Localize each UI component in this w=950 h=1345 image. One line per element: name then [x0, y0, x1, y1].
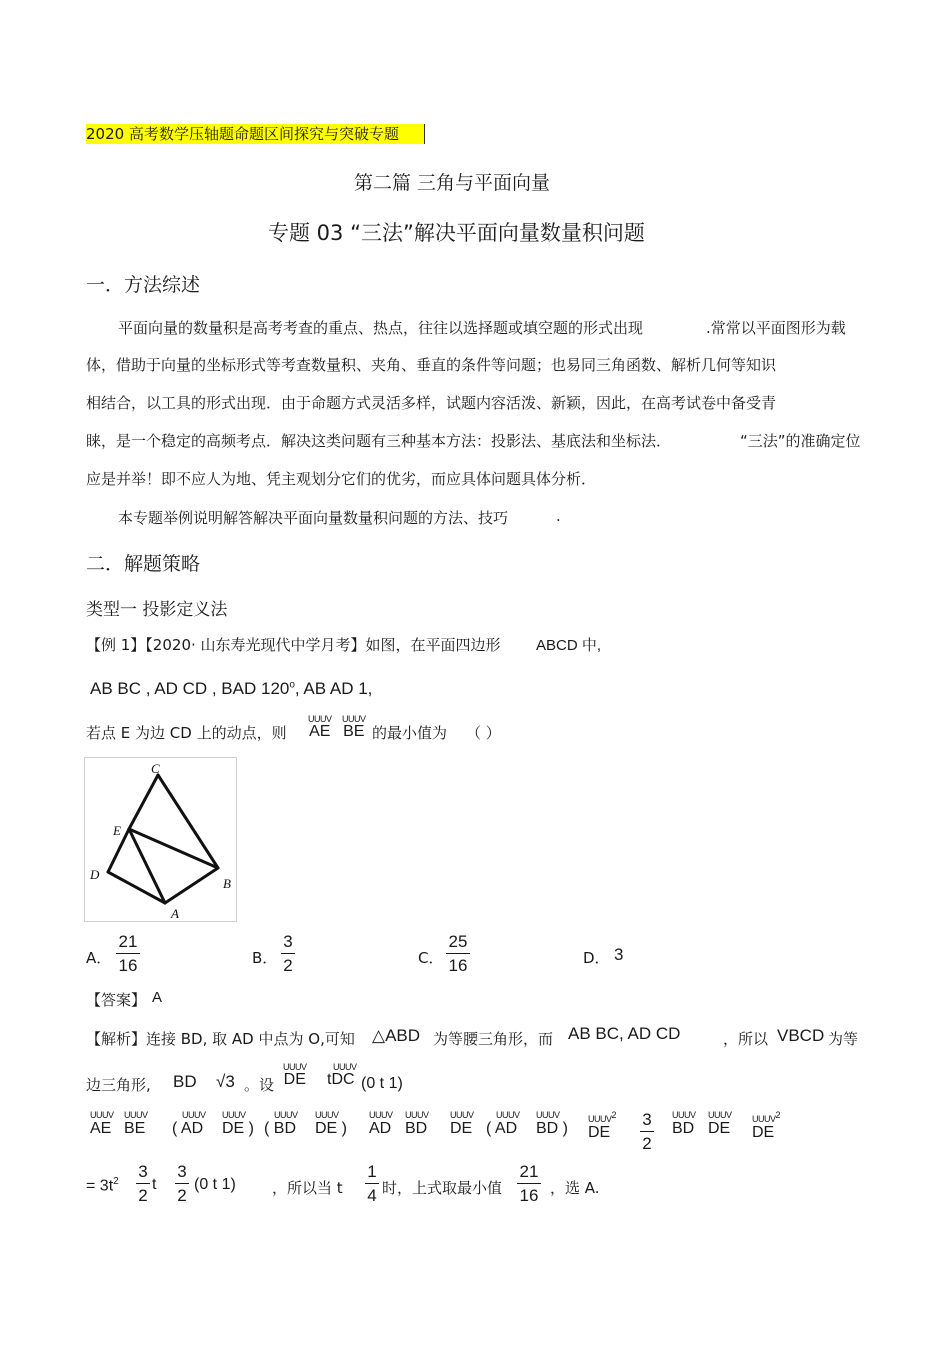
- section2-heading: 二．解题策略: [86, 553, 201, 575]
- analysis-l3-term: UUUV BD: [405, 1110, 429, 1137]
- para1-line1b: .常常以平面图形为载: [706, 319, 846, 337]
- type1-heading: 类型一 投影定义法: [86, 600, 228, 620]
- vector-DE: UUUV DE: [283, 1062, 307, 1088]
- analysis-l3-term: UUUV DE: [450, 1110, 474, 1137]
- analysis-l4-fraction2: 3 2: [175, 1162, 189, 1205]
- analysis-l1-triangle: △ABD: [372, 1026, 421, 1045]
- vector-AE: UUUV AE: [308, 714, 332, 740]
- analysis-l1-f: 为等: [828, 1030, 859, 1048]
- analysis-l3-term: UUUV DE ): [315, 1110, 347, 1137]
- header-banner-text: 2020 高考数学压轴题命题区间探究与突破专题: [86, 125, 399, 143]
- analysis-l3-term: UUUV BD ): [536, 1110, 568, 1137]
- para2-a: 本专题举例说明解答解决平面向量数量积问题的方法、技巧: [118, 509, 509, 527]
- analysis-l2-c: √3: [216, 1072, 235, 1091]
- analysis-l3-tail-term: UUUV BD: [672, 1110, 696, 1137]
- part-title: 第二篇 三角与平面向量: [354, 172, 551, 194]
- analysis-l3-term: UUUV ( BD: [264, 1110, 298, 1137]
- analysis-l3-term: UUUV$^2$ DE: [588, 1110, 617, 1141]
- example1-tag: 【例 1】【2020· 山东寿光现代中学月考】如图，在平面四边形: [86, 636, 501, 654]
- label-B: B: [223, 876, 231, 891]
- analysis-l4-d: ，所以当 t: [272, 1179, 343, 1197]
- section1-heading: 一．方法综述: [86, 274, 201, 296]
- para1-line4b: “三法”的准确定位: [740, 432, 861, 450]
- label-E: E: [113, 823, 121, 838]
- analysis-l1-d: ，所以: [723, 1030, 769, 1048]
- analysis-l2-a: 边三角形,: [86, 1076, 151, 1094]
- analysis-l3-tail-term: UUUV DE: [708, 1110, 732, 1137]
- edge-CE: [129, 775, 158, 829]
- analysis-l4-c: (0 t 1): [194, 1176, 236, 1193]
- analysis-l2-f: (0 t 1): [361, 1075, 403, 1092]
- analysis-l2-b: BD: [173, 1072, 197, 1091]
- para1-line2: 体，借助于向量的坐标形式等考查数量积、夹角、垂直的条件等问题；也易同三角函数、解析几何等知识: [86, 356, 777, 374]
- answer-value: A: [152, 989, 163, 1006]
- option-b-fraction: 3 2: [281, 932, 295, 975]
- option-d-value: 3: [614, 945, 624, 964]
- example1-quad: ABCD 中,: [536, 637, 602, 654]
- option-c-letter: C．: [418, 949, 444, 967]
- header-banner: [86, 124, 425, 144]
- analysis-l2-e: UUUV tDC: [327, 1062, 357, 1088]
- example1-question-b: 的最小值为: [372, 724, 448, 742]
- vector-BE: UUUV BE: [342, 714, 366, 740]
- para2-b: .: [556, 507, 561, 525]
- analysis-l4-g: ，选 A.: [550, 1179, 600, 1197]
- label-A: A: [171, 906, 179, 921]
- example1-condition: AB BC , AD CD , BAD 120$^o$, AB AD 1,: [90, 679, 373, 698]
- analysis-l4-a: = $3t^2$: [86, 1176, 119, 1195]
- analysis-l3-term: UUUV BE: [124, 1110, 148, 1137]
- analysis-l4-e: 时，上式取最小值: [382, 1179, 503, 1197]
- option-b-letter: B．: [252, 949, 278, 967]
- analysis-l4-fraction4: 21 16: [517, 1162, 541, 1205]
- label-C: C: [151, 761, 160, 776]
- analysis-l1-a: 【解析】连接 BD, 取 AD 中点为 O,可知: [86, 1030, 355, 1048]
- quadrilateral-diagram: [85, 758, 236, 921]
- analysis-l3-fraction: 3 2: [640, 1110, 654, 1153]
- example1-question-a: 若点 E 为边 CD 上的动点，则: [86, 724, 287, 742]
- analysis-l3-term: UUUV ( AD: [486, 1110, 520, 1137]
- edge-AB: [165, 868, 218, 903]
- option-a-fraction: 21 16: [116, 932, 140, 975]
- option-d-letter: D．: [583, 949, 610, 967]
- option-c-fraction: 25 16: [446, 932, 470, 975]
- analysis-l3-term: UUUV ( AD: [172, 1110, 206, 1137]
- option-a-letter: A．: [86, 949, 112, 967]
- analysis-l3-term: UUUV DE ): [222, 1110, 254, 1137]
- geometry-figure: [84, 757, 237, 922]
- analysis-l1-b: 为等腰三角形，而: [433, 1030, 554, 1048]
- answer-tag: 【答案】: [86, 991, 147, 1009]
- example1-question-paren: （ ）: [466, 724, 501, 742]
- analysis-l4-fraction1: 3 2: [136, 1162, 150, 1205]
- para1-line1a: 平面向量的数量积是高考考查的重点、热点，往往以选择题或填空题的形式出现: [118, 319, 644, 337]
- para1-line4a: 睐，是一个稳定的高频考点．解决这类问题有三种基本方法：投影法、基底法和坐标法．: [86, 432, 672, 450]
- para1-line3: 相结合，以工具的形式出现．由于命题方式灵活多样，试题内容活泼、新颖，因此，在高考试卷中备受青: [86, 394, 777, 412]
- analysis-l1-e: VBCD: [777, 1026, 825, 1045]
- label-D: D: [90, 867, 100, 882]
- analysis-l1-c: AB BC, AD CD: [568, 1024, 681, 1043]
- analysis-l4-b: t: [152, 1176, 157, 1193]
- analysis-l2-d: 。设: [244, 1076, 275, 1094]
- para1-line5: 应是并举！即不应人为地、凭主观划分它们的优劣，而应具体问题具体分析．: [86, 470, 597, 488]
- analysis-l3-term: UUUV AE: [90, 1110, 114, 1137]
- analysis-l4-fraction3: 1 4: [365, 1162, 379, 1205]
- analysis-l3-tail-term: UUUV$^2$ DE: [752, 1110, 781, 1141]
- topic-title: 专题 03 “三法”解决平面向量数量积问题: [268, 221, 645, 245]
- analysis-l3-term: UUUV AD: [369, 1110, 393, 1137]
